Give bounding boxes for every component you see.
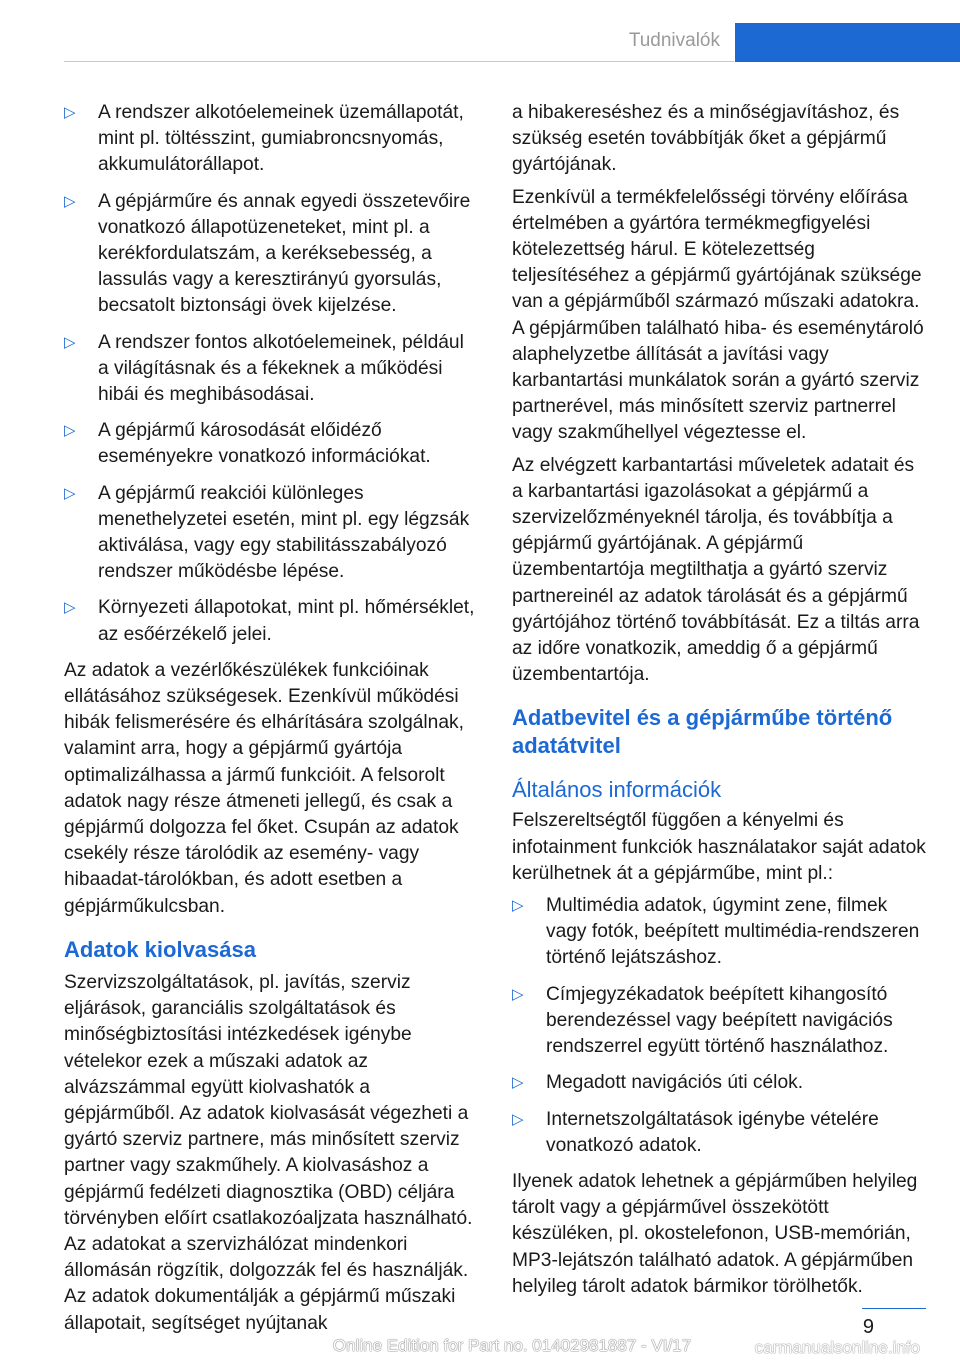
list-item: ▷ Környezeti állapotokat, mint pl. hőmérséklet, az esőérzékelő jelei. — [64, 597, 475, 645]
triangle-bullet-icon: ▷ — [512, 985, 524, 1003]
triangle-bullet-icon: ▷ — [64, 422, 76, 440]
paragraph: Szervizszolgáltatások, pl. javítás, szerviz eljárások, garanciális szolgáltatások és minőségbiztosítási intézkedések igénybe vételekor ezek a műszaki adatok az alvázszámmal együtt kiolvashatók a gépjárműből. Az adatok kiolvasását végezheti a gyártó szerviz partnere, más minősített szerviz partner vagy szakműhely. A kiolvasáshoz a gépjármű fedélzeti diagnosztika (OBD) céljára törvényben előírt csatlakozóaljzata használható. Az adatokat a szervizhálózat mindenkori állomásán rögzítik, dolgozzák fel és használják. Az adatok dokumentálják a gépjármű műszaki állapotait, segítséget nyújtanak — [64, 971, 473, 1334]
list-item: ▷ Megadott navigációs úti célok. — [512, 1070, 926, 1096]
right-column — [512, 100, 926, 1306]
triangle-bullet-icon: ▷ — [64, 104, 76, 121]
triangle-bullet-icon: ▷ — [512, 1110, 524, 1128]
paragraph: Az adatok a vezérlőkészülékek funkcióinak ellátásához szükségesek. Ezenkívül működési hibák felismerésére és elhárítására szolgálnak, valamint arra, hogy a gépjármű gyártója optimalizálhassa a jármű funkcióit. A felsorolt adatok nagy része átmeneti jellegű, és csak a gépjármű dolgozza fel őket. Csupán az adatok csekély része tárolódik az esemény- vagy hibaadat-tárolókban, és adott esetben a gépjárműkulcsban. — [64, 659, 464, 917]
triangle-bullet-icon: ▷ — [64, 484, 76, 502]
page-number: 9 — [862, 1316, 874, 1338]
edition-note: Online Edition for Part no. 01402981887 - VI/17 — [332, 1336, 692, 1355]
paragraph: Ilyenek adatok lehetnek a gépjárműben helyileg tárolt vagy a gépjárművel összekötött készüléken, pl. okostelefonon, USB-memórián, MP3-lejátszón található adatok. A gépjárműben helyileg tárolt adatok bármikor törölhetők. — [512, 1170, 918, 1297]
paragraph: Az elvégzett karbantartási műveletek adatait és a karbantartási igazolásokat a gépjármű a szervizelőzményeknél tárolja, és továbbítja a gépjármű gyártójának. A gépjármű üzembentartója megtilthatja a gyártó szerviz partnereinél az adatok tárolását és a gépjármű gyártójához történő továbbítását. Ez a tiltás arra az időre vonatkozik, ameddig ő a gépjármű üzembentartója. — [512, 454, 920, 686]
list-item: ▷ Multimédia adatok, úgymint zene, filmek vagy fotók, beépített multimédia-rendszeren történő lejátszáshoz. — [512, 895, 920, 969]
list-item: ▷ A rendszer alkotóelemeinek üzemállapotát, mint pl. töltésszint, gumiabroncsnyomás, akkumulátorállapot. — [64, 102, 464, 176]
paragraph: Felszereltségtől függően a kényelmi és infotainment funkciók használatakor saját adatok kerülhetnek át a gépjárműbe, mint pl.: — [512, 810, 926, 884]
header-rule — [64, 61, 734, 62]
triangle-bullet-icon: ▷ — [64, 333, 76, 351]
triangle-bullet-icon: ▷ — [512, 897, 524, 915]
chapter-tab-bar — [735, 23, 960, 62]
left-column — [64, 100, 478, 1343]
watermark: carmanualsonline.info — [754, 1338, 920, 1357]
paragraph: a hibakereséshez és a minőségjavításhoz, és szükség esetén továbbítják őket a gépjármű gyártójának. — [512, 102, 900, 176]
subsection-heading: Általános információk — [512, 777, 722, 803]
list-item: ▷ Internetszolgáltatások igénybe vételére vonatkozó adatok. — [512, 1108, 879, 1156]
triangle-bullet-icon: ▷ — [512, 1074, 524, 1092]
list-item: ▷ A gépjárműre és annak egyedi összetevőire vonatkozó állapotüzeneteket, mint pl. a kerékfordulatszám, a keréksebesség, a lassulás vagy a keresztirányú gyorsulás, becsatolt biztonsági övek kijelzése. — [64, 190, 471, 317]
section-heading: Adatbevitel és a gépjárműbe történő adatátvitel — [512, 705, 893, 759]
list-item: ▷ A gépjármű reakciói különleges menethelyzetei esetén, mint pl. egy légzsák aktiválása, vagy egy stabilitásszabályozó rendszer működésbe lépése. — [64, 482, 470, 583]
chapter-title: Tudnivalók — [628, 30, 720, 51]
list-item: ▷ Címjegyzékadatok beépített kihangosító berendezéssel vagy beépített navigációs rendszerrel együtt történő használathoz. — [512, 983, 893, 1058]
triangle-bullet-icon: ▷ — [64, 192, 76, 210]
triangle-bullet-icon: ▷ — [64, 599, 76, 617]
data-list-right — [512, 893, 926, 1159]
paragraph: Ezenkívül a termékfelelősségi törvény előírása értelmében a gyártóra termékmegfigyelési kötelezettség hárul. E kötelezettség teljesítéséhez a gépjármű gyártójának szüksége van a gépjárműből származó műszaki adatokra. A gépjárműben található hiba- és eseménytároló alaphelyzetbe állítását a javítási vagy karbantartási munkálatok során a gyártó szerviz partnerével, más minősített szerviz partnerrel vagy szakműhellyel végeztesse el. — [512, 186, 924, 444]
list-item: ▷ A gépjármű károsodását előidéző eseményekre vonatkozó információkat. — [64, 420, 431, 468]
footer-rule — [862, 1308, 926, 1309]
list-item: ▷ A rendszer fontos alkotóelemeinek, például a világításnak és a fékeknek a működési hibái és meghibásodásai. — [64, 331, 464, 406]
section-heading: Adatok kiolvasása — [64, 936, 256, 962]
data-list-left — [64, 100, 478, 648]
